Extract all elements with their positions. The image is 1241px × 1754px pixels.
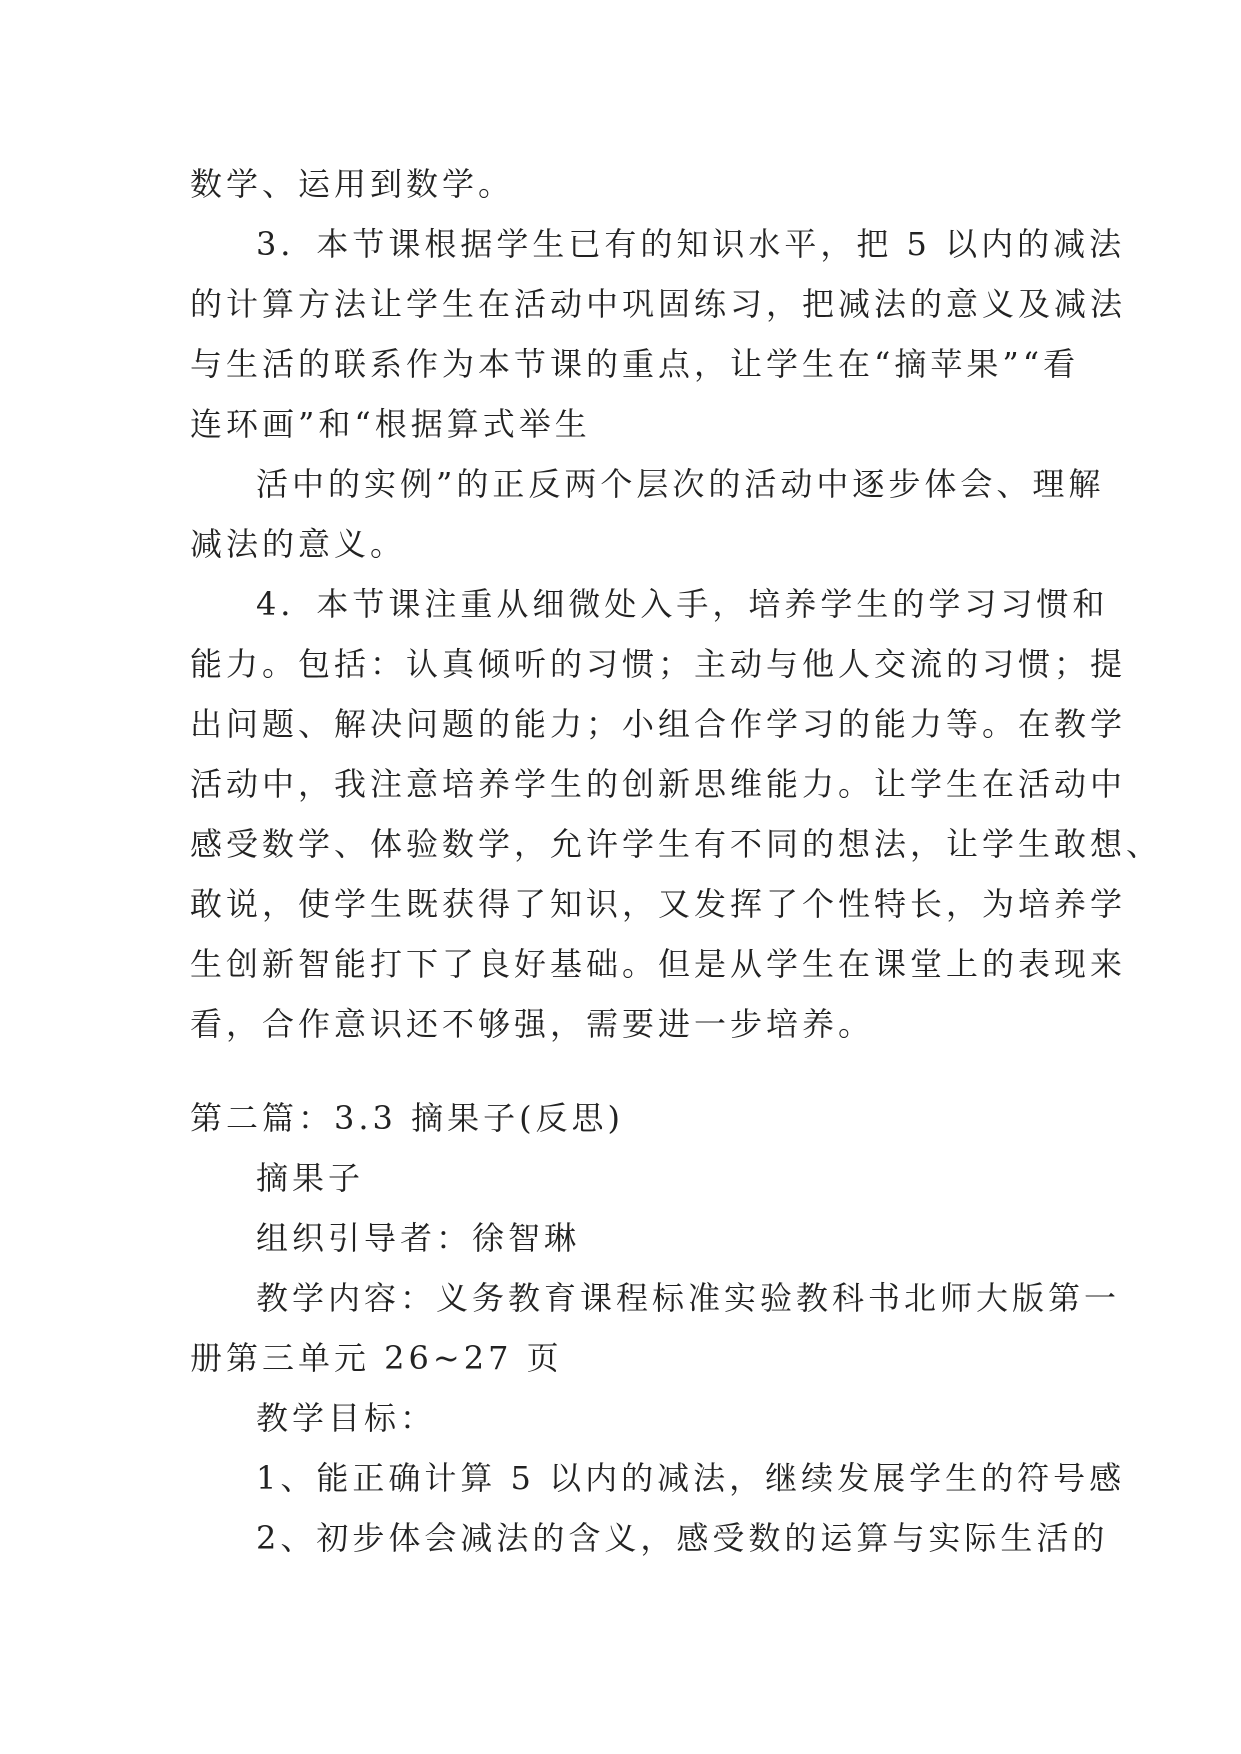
paragraph-line: 3．本节课根据学生已有的知识水平，把 5 以内的减法 bbox=[256, 225, 1126, 263]
paragraph-line: 册第三单元 26~27 页 bbox=[190, 1339, 563, 1377]
section-heading: 第二篇：3.3 摘果子(反思) bbox=[190, 1099, 625, 1137]
subtitle: 摘果子 bbox=[256, 1159, 365, 1197]
paragraph-line: 连环画”和“根据算式举生 bbox=[190, 405, 591, 443]
paragraph-line: 教学内容：义务教育课程标准实验教科书北师大版第一 bbox=[256, 1279, 1121, 1317]
paragraph-line: 活动中，我注意培养学生的创新思维能力。让学生在活动中 bbox=[190, 765, 1127, 803]
paragraph-line: 活中的实例”的正反两个层次的活动中逐步体会、理解 bbox=[256, 465, 1105, 503]
paragraph-line: 减法的意义。 bbox=[190, 525, 407, 563]
paragraph-line: 敢说，使学生既获得了知识，又发挥了个性特长，为培养学 bbox=[190, 885, 1127, 923]
organizer-line: 组织引导者：徐智琳 bbox=[256, 1219, 581, 1257]
paragraph-line: 与生活的联系作为本节课的重点，让学生在“摘苹果”“看 bbox=[190, 345, 1080, 383]
paragraph-line: 数学、运用到数学。 bbox=[190, 165, 515, 203]
objective-item: 2、初步体会减法的含义，感受数的运算与实际生活的 bbox=[256, 1519, 1109, 1557]
objectives-label: 教学目标： bbox=[256, 1399, 437, 1437]
paragraph-line: 能力。包括：认真倾听的习惯；主动与他人交流的习惯；提 bbox=[190, 645, 1127, 683]
paragraph-line: 4．本节课注重从细微处入手，培养学生的学习习惯和 bbox=[256, 585, 1109, 623]
paragraph-line: 的计算方法让学生在活动中巩固练习，把减法的意义及减法 bbox=[190, 285, 1127, 323]
paragraph-line: 看，合作意识还不够强，需要进一步培养。 bbox=[190, 1005, 875, 1043]
paragraph-line: 出问题、解决问题的能力；小组合作学习的能力等。在教学 bbox=[190, 705, 1127, 743]
paragraph-line: 感受数学、体验数学，允许学生有不同的想法，让学生敢想、 bbox=[190, 825, 1163, 863]
objective-item: 1、能正确计算 5 以内的减法，继续发展学生的符号感 bbox=[256, 1459, 1126, 1497]
paragraph-line: 生创新智能打下了良好基础。但是从学生在课堂上的表现来 bbox=[190, 945, 1127, 983]
